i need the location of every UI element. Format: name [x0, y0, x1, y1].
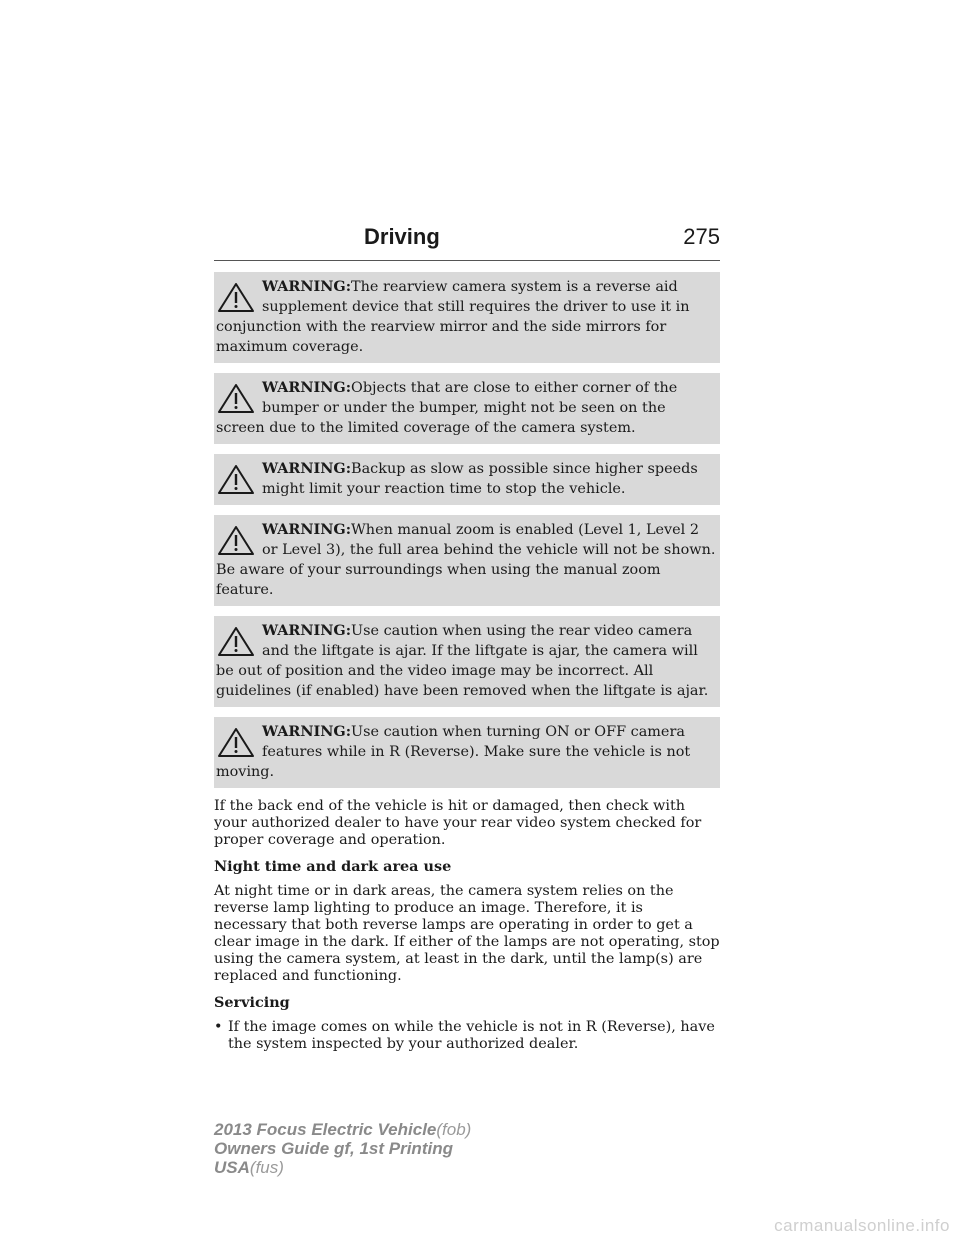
warning-label: WARNING: [262, 460, 352, 477]
footer-line-guide: Owners Guide gf, 1st Printing [214, 1139, 453, 1158]
list-item [214, 1019, 720, 1053]
bullet-marker: • [214, 1019, 223, 1035]
warning-label: WARNING: [262, 379, 352, 396]
warning-triangle-icon [216, 463, 256, 497]
warning-label: WARNING: [262, 278, 352, 295]
heading-night-use: Night time and dark area use [214, 858, 452, 875]
warning-text: When manual zoom is enabled (Level 1, Level 2 or Level 3), the full area behind the vehicle will not be shown. Be aware of your surroundings when using the manual zoom feature. [216, 522, 716, 598]
warning-label: WARNING: [262, 521, 352, 538]
page-content [214, 272, 720, 1053]
warning-text: Use caution when using the rear video camera and the liftgate is ajar. If the liftgate is ajar, the camera will be out of position and the video image may be incorrect. All guidelines (if enabled) have been removed when the liftgate is ajar. [216, 623, 709, 699]
page-header [214, 222, 720, 261]
warning-box [214, 616, 720, 707]
warning-triangle-icon [216, 524, 256, 558]
warning-triangle-icon [216, 281, 256, 315]
print-footer [214, 1120, 471, 1177]
warning-box [214, 454, 720, 505]
warning-triangle-icon [216, 726, 256, 760]
warning-box [214, 515, 720, 606]
warning-text: The rearview camera system is a reverse aid supplement device that still requires the driver to use it in conjunction with the rearview mirror and the side mirrors for maximum coverage. [216, 279, 690, 355]
bullet-text: If the image comes on while the vehicle is not in R (Reverse), have the system inspected by your authorized dealer. [228, 1019, 715, 1052]
warning-text: Use caution when turning ON or OFF camera features while in R (Reverse). Make sure the vehicle is not moving. [216, 724, 691, 780]
warning-label: WARNING: [262, 723, 352, 740]
site-watermark: carmanualsonline.info [774, 1216, 950, 1235]
paragraph-night-use: At night time or in dark areas, the camera system relies on the reverse lamp lighting to produce an image. Therefore, it is necessary that both reverse lamps are operating in order to get a clear image in the dark. If either of the lamps are not operating, stop using the camera system, at least in the dark, until the lamp(s) are replaced and functioning. [214, 883, 720, 984]
warning-triangle-icon [216, 382, 256, 416]
warning-triangle-icon [216, 625, 256, 659]
warning-box [214, 717, 720, 788]
warning-text: Backup as slow as possible since higher speeds might limit your reaction time to stop the vehicle. [262, 461, 698, 497]
warning-box [214, 272, 720, 363]
warning-label: WARNING: [262, 622, 352, 639]
section-title: Driving [364, 224, 440, 249]
warning-box [214, 373, 720, 444]
page-number: 275 [683, 224, 720, 249]
footer-line-market: USA(fus) [214, 1158, 284, 1177]
warning-text: Objects that are close to either corner of the bumper or under the bumper, might not be seen on the screen due to the limited coverage of the camera system. [216, 380, 678, 436]
footer-line-vehicle: 2013 Focus Electric Vehicle(fob) [214, 1120, 472, 1139]
paragraph-damage: If the back end of the vehicle is hit or damaged, then check with your authorized dealer to have your rear video system checked for proper coverage and operation. [214, 798, 702, 848]
heading-servicing: Servicing [214, 994, 290, 1011]
